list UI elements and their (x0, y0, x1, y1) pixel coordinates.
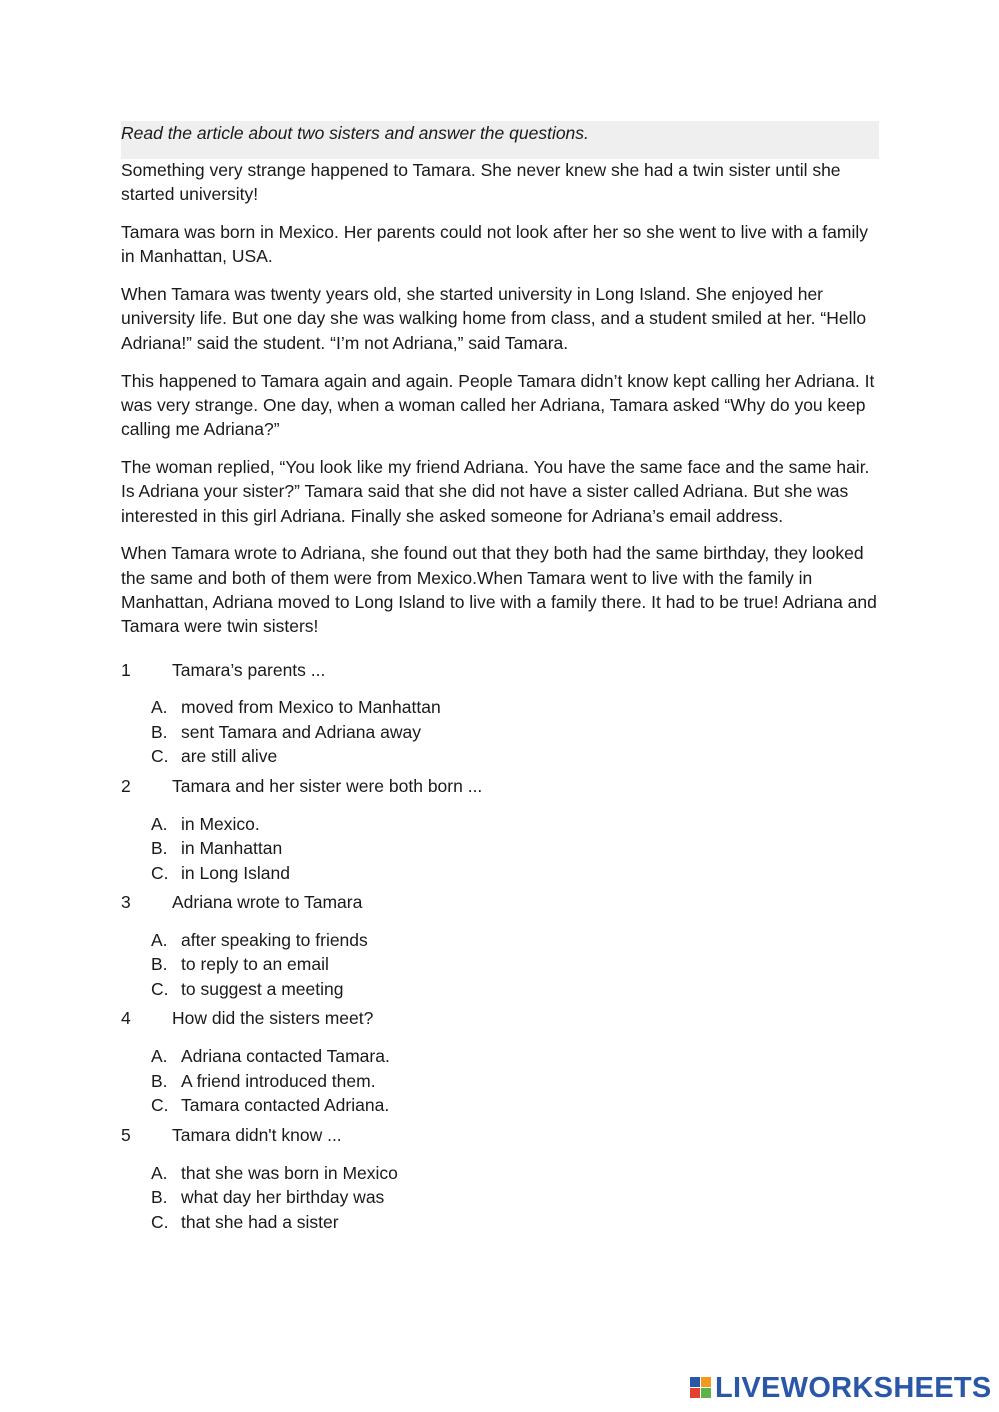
worksheet (121, 121, 879, 1239)
question-text: Tamara and her sister were both born ... (172, 775, 483, 796)
option-letter: A. (151, 1046, 168, 1067)
question-number: 1 (121, 659, 131, 680)
answer-options (121, 1161, 879, 1235)
article-paragraph: This happened to Tamara again and again. People Tamara didn’t know kept calling her Adriana. It was very strange. One day, when a woman called her Adriana, Tamara asked “Why do you keep calling me Adriana?” (121, 370, 875, 440)
question-number: 3 (121, 892, 131, 913)
answer-options (121, 1044, 879, 1118)
question-text: Tamara didn't know ... (172, 1124, 342, 1145)
question-text: Adriana wrote to Tamara (172, 892, 363, 913)
logo-square-red (690, 1388, 700, 1398)
answer-option[interactable] (151, 1044, 879, 1069)
option-text: Adriana contacted Tamara. (181, 1046, 390, 1067)
liveworksheets-logo-icon (690, 1377, 712, 1399)
option-letter: C. (151, 978, 169, 999)
logo-square-green (701, 1388, 711, 1398)
answer-option[interactable] (151, 744, 879, 769)
option-text: are still alive (181, 746, 278, 767)
logo-square-blue (690, 1377, 700, 1387)
answer-option[interactable] (151, 836, 879, 861)
option-letter: A. (151, 813, 168, 834)
question-number: 2 (121, 775, 131, 796)
logo-text: LIVEWORKSHEETS (715, 1372, 992, 1404)
article-paragraph: The woman replied, “You look like my friend Adriana. You have the same face and the same hair. Is Adriana your sister?” Tamara said that she did not have a sister called Adriana. But she was interested in this girl Adriana. Finally she asked someone for Adriana’s email address. (121, 456, 870, 526)
option-text: that she was born in Mexico (181, 1162, 398, 1183)
option-letter: C. (151, 862, 169, 883)
answer-options (121, 928, 879, 1002)
option-letter: C. (151, 1095, 169, 1116)
answer-option[interactable] (151, 812, 879, 837)
question-number: 4 (121, 1008, 131, 1029)
article-paragraph: When Tamara wrote to Adriana, she found out that they both had the same birthday, they looked the same and both of them were from Mexico.When Tamara went to live with the family in Manhattan, Adriana moved to Long Island to live with a family there. It had to be true! Adriana and Tamara were twin sisters! (121, 543, 877, 637)
question-text: How did the sisters meet? (172, 1008, 374, 1029)
question-text: Tamara’s parents ... (172, 659, 326, 680)
logo-square-orange (701, 1377, 711, 1387)
option-letter: C. (151, 1211, 169, 1232)
option-text: to reply to an email (181, 954, 329, 975)
option-text: moved from Mexico to Manhattan (181, 697, 441, 718)
option-letter: B. (151, 838, 168, 859)
option-letter: A. (151, 929, 168, 950)
answer-option[interactable] (151, 1069, 879, 1094)
article-paragraph: When Tamara was twenty years old, she started university in Long Island. She enjoyed her university life. But one day she was walking home from class, and a student smiled at her. “Hello Adriana!” said the student. “I’m not Adriana,” said Tamara. (121, 284, 867, 353)
option-text: after speaking to friends (181, 929, 368, 950)
answer-option[interactable] (151, 720, 879, 745)
liveworksheets-logo[interactable] (690, 1373, 992, 1403)
option-letter: A. (151, 697, 168, 718)
answer-options (121, 812, 879, 886)
answer-option[interactable] (151, 1093, 879, 1118)
option-letter: B. (151, 1070, 168, 1091)
answer-option[interactable] (151, 695, 879, 720)
option-letter: C. (151, 746, 169, 767)
answer-option[interactable] (151, 1210, 879, 1235)
question-number: 5 (121, 1124, 131, 1145)
option-text: Tamara contacted Adriana. (181, 1095, 390, 1116)
option-text: A friend introduced them. (181, 1070, 376, 1091)
option-text: in Mexico. (181, 813, 260, 834)
article-paragraph: Something very strange happened to Tamara. She never knew she had a twin sister until she started university! (121, 160, 841, 205)
answer-option[interactable] (151, 952, 879, 977)
option-letter: A. (151, 1162, 168, 1183)
question (121, 658, 879, 682)
instruction-text: Read the article about two sisters and answer the questions. (121, 121, 879, 159)
question (121, 1123, 879, 1147)
article-paragraph: Tamara was born in Mexico. Her parents could not look after her so she went to live with a family in Manhattan, USA. (121, 222, 869, 267)
option-text: sent Tamara and Adriana away (181, 721, 421, 742)
answer-option[interactable] (151, 1185, 879, 1210)
article (121, 158, 879, 639)
option-text: in Manhattan (181, 838, 283, 859)
answer-option[interactable] (151, 1161, 879, 1186)
question-list (121, 658, 879, 1234)
option-letter: B. (151, 1187, 168, 1208)
option-text: what day her birthday was (181, 1187, 385, 1208)
option-letter: B. (151, 954, 168, 975)
question (121, 1006, 879, 1030)
option-text: to suggest a meeting (181, 978, 344, 999)
question (121, 890, 879, 914)
answer-option[interactable] (151, 977, 879, 1002)
answer-options (121, 695, 879, 769)
option-text: in Long Island (181, 862, 290, 883)
answer-option[interactable] (151, 928, 879, 953)
option-text: that she had a sister (181, 1211, 339, 1232)
option-letter: B. (151, 721, 168, 742)
answer-option[interactable] (151, 861, 879, 886)
question (121, 774, 879, 798)
